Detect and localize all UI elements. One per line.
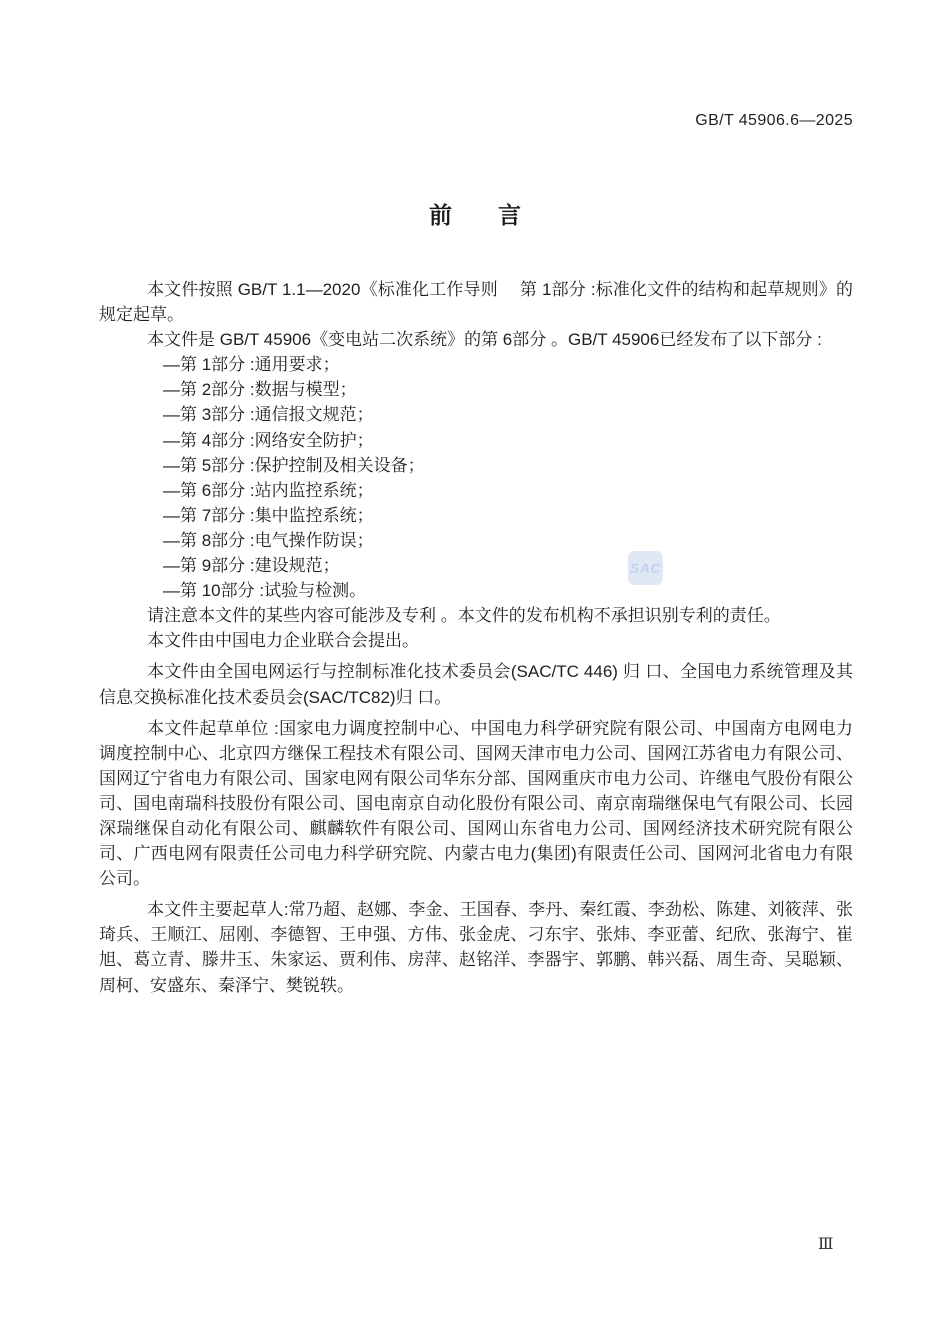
paragraph-main-drafters: 本文件主要起草人:常乃超、赵娜、李金、王国春、李丹、秦红霞、李劲松、陈建、刘筱萍、张琦兵、王顺江、屈刚、李德智、王申强、方伟、张金虎、刁东宇、张炜、李亚蕾、纪欣、张海宁、崔旭、葛立青、滕井玉、朱家运、贾利伟、房萍、赵铭洋、李器宇、郭鹏、韩兴磊、周生奇、吴聪颖、周柯、安盛东、秦泽宁、樊锐轶。 <box>99 900 853 995</box>
list-item-part-9: —第 9部分 :建设规范； <box>163 556 340 576</box>
list-item-part-6: —第 6部分 :站内监控系统； <box>163 480 374 500</box>
foreword-body <box>99 277 853 998</box>
standard-number: GB/T 45906.6—2025 <box>695 112 853 129</box>
list-item-part-7: —第 7部分 :集中监控系统； <box>163 505 374 525</box>
list-item-part-8: —第 8部分 :电气操作防误； <box>163 530 374 550</box>
list-item-part-10: —第 10部分 :试验与检测。 <box>163 581 367 601</box>
list-item-part-1: —第 1部分 :通用要求； <box>163 355 340 375</box>
paragraph-technical-committee: 本文件由全国电网运行与控制标准化技术委员会(SAC/TC 446) 归 口、全国电力系统管理及其信息交换标准化技术委员会(SAC/TC82)归 口。 <box>99 662 853 707</box>
page-title: 前 言 <box>429 202 521 228</box>
sac-watermark-icon: SAC <box>628 551 663 585</box>
paragraph-proposed-by: 本文件由中国电力企业联合会提出。 <box>147 631 419 651</box>
list-item-part-5: —第 5部分 :保护控制及相关设备； <box>163 455 425 475</box>
paragraph-drafting-rule: 本文件按照 GB/T 1.1—2020《标准化工作导则 第 1部分 :标准化文件的结构和起草规则》的规定起草。 <box>99 280 853 325</box>
list-item-part-2: —第 2部分 :数据与模型； <box>163 380 357 400</box>
paragraph-patent-notice: 请注意本文件的某些内容可能涉及专利 。本文件的发布机构不承担识别专利的责任。 <box>147 606 781 626</box>
list-item-part-3: —第 3部分 :通信报文规范； <box>163 405 374 425</box>
paragraph-series-intro: 本文件是 GB/T 45906《变电站二次系统》的第 6部分 。GB/T 45906已经发布了以下部分 : <box>147 330 822 350</box>
paragraph-drafting-organizations: 本文件起草单位 :国家电力调度控制中心、中国电力科学研究院有限公司、中国南方电网电力调度控制中心、北京四方继保工程技术有限公司、国网天津市电力公司、国网江苏省电力有限公司、国网辽宁省电力有限公司、国家电网有限公司华东分部、国网重庆市电力公司、许继电气股份有限公司、国电南瑞科技股份有限公司、国电南京自动化股份有限公司、南京南瑞继保电气有限公司、长园深瑞继保自动化有限公司、麒麟软件有限公司、国网山东省电力公司、国网经济技术研究院有限公司、广西电网有限责任公司电力科学研究院、内蒙古电力(集团)有限责任公司、国网河北省电力有限公司。 <box>99 718 853 889</box>
page-number: Ⅲ <box>818 1236 834 1253</box>
list-item-part-4: —第 4部分 :网络安全防护； <box>163 430 374 450</box>
